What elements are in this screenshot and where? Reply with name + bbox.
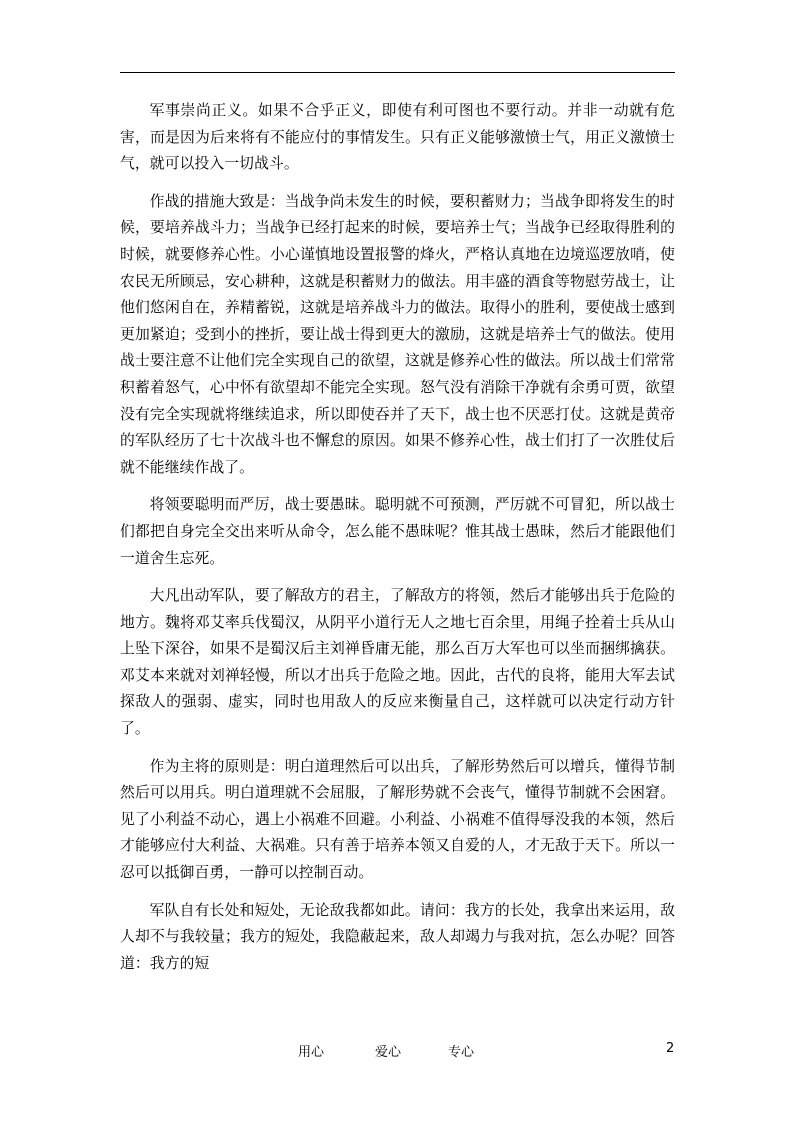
footer-text-yongxin: 用心: [298, 1045, 325, 1060]
document-body: [120, 98, 675, 988]
footer-text-aixin: 爱心: [375, 1045, 402, 1060]
page-number: 2: [666, 1041, 675, 1056]
paragraph-6: 军队自有长处和短处，无论敌我都如此。请问：我方的长处，我拿出来运用，敌人却不与我较量；我方的短处，我隐蔽起来，敌人却竭力与我对抗，怎么办呢？回答道：我方的短: [120, 901, 675, 972]
paragraph-5: 作为主将的原则是：明白道理然后可以出兵，了解形势然后可以增兵，懂得节制然后可以用兵。明白道理就不会屈服，了解形势就不会丧气，懂得节制就不会困窘。见了小利益不动心，遇上小祸难不回避。小利益、小祸难不值得辱没我的本领，然后才能够应付大利益、大祸难。只有善于培养本领又自爱的人，才无敌于天下。所以一忍可以抵御百勇，一静可以控制百动。: [120, 757, 675, 882]
paragraph-4: 大凡出动军队，要了解敌方的君主，了解敌方的将领，然后才能够出兵于危险的地方。魏将邓艾率兵伐蜀汉，从阴平小道行无人之地七百余里，用绳子拴着士兵从山上坠下深谷，如果不是蜀汉后主刘禅昏庸无能，那么百万大军也可以坐而捆绑擒获。邓艾本来就对刘禅轻慢，所以才出兵于危险之地。因此，古代的良将，能用大军去试探敌人的强弱、虚实，同时也用敌人的反应来衡量自己，这样就可以决定行动方针了。: [120, 587, 675, 738]
paragraph-2: 作战的措施大致是：当战争尚未发生的时候，要积蓄财力；当战争即将发生的时候，要培养战斗力；当战争已经打起来的时候，要培养士气；当战争已经取得胜利的时候，就要修养心性。小心谨慎地设置报警的烽火，严格认真地在边境巡逻放哨，使农民无所顾忌，安心耕种，这就是积蓄财力的做法。用丰盛的酒食等物慰劳战士，让他们悠闲自在，养精蓄锐，这就是培养战斗力的做法。取得小的胜利，要使战士感到更加紧迫；受到小的挫折，要让战士得到更大的激励，这就是培养士气的做法。使用战士要注意不让他们完全实现自己的欲望，这就是修养心性的做法。所以战士们常常积蓄着怒气，心中怀有欲望却不能完全实现。怒气没有消除干净就有余勇可贾，欲望没有完全实现就将继续追求，所以即使吞并了天下，战士也不厌恶打仗。这就是黄帝的军队经历了七十次战斗也不懈怠的原因。如果不修养心性，战士们打了一次胜仗后就不能继续作战了。: [120, 192, 675, 476]
footer-text-zhuanxin: 专心: [448, 1045, 475, 1060]
paragraph-1: 军事崇尚正义。如果不合乎正义，即使有利可图也不要行动。并非一动就有危害，而是因为后来将有不能应付的事情发生。只有正义能够激愤士气，用正义激愤士气，就可以投入一切战斗。: [120, 102, 675, 173]
page-footer: [0, 1041, 794, 1061]
header-rule: [120, 72, 675, 73]
paragraph-3: 将领要聪明而严厉，战士要愚昧。聪明就不可预测，严厉就不可冒犯，所以战士们都把自身完全交出来听从命令，怎么能不愚昧呢？惟其战士愚昧，然后才能跟他们一道舍生忘死。: [120, 496, 675, 567]
